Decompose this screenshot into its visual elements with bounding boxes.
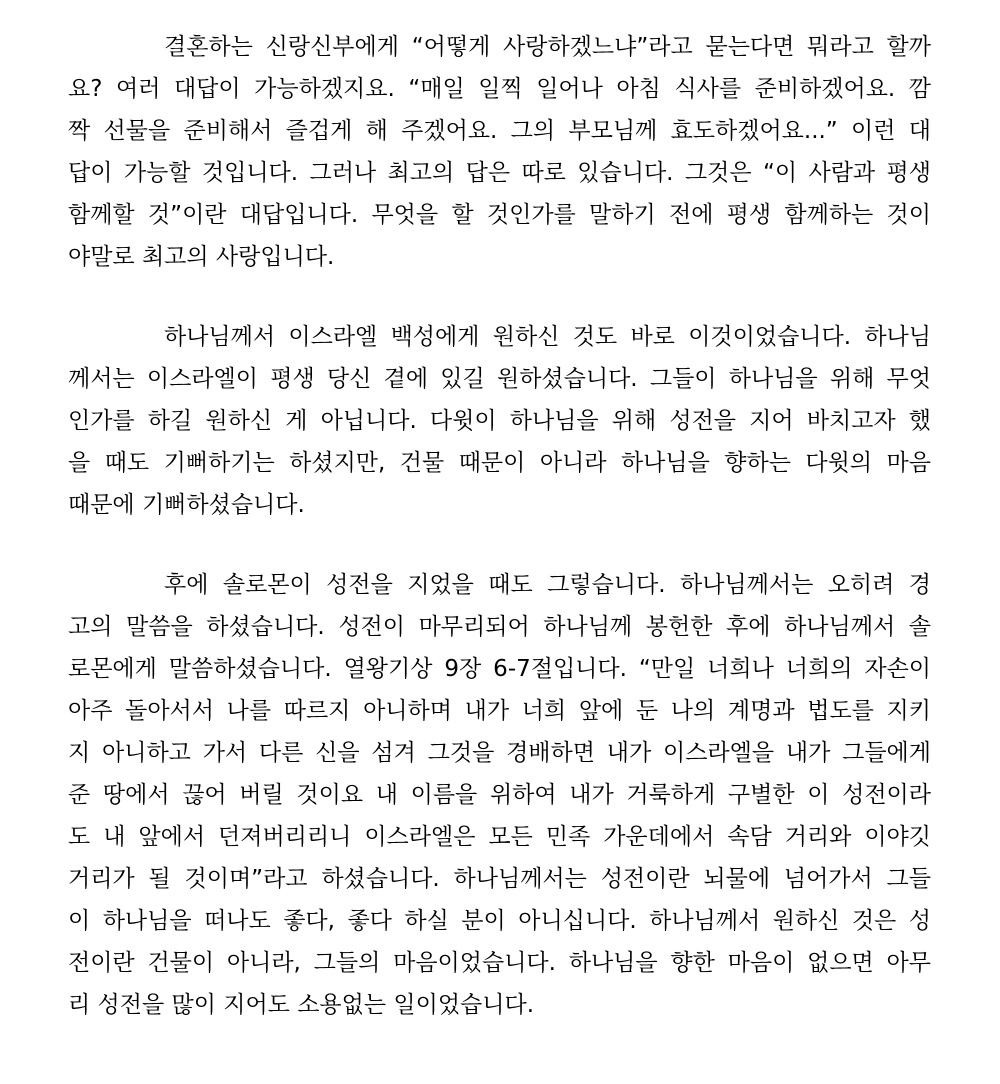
text-line: 지 아니하고 가서 다른 신을 섬겨 그것을 경배하면 내가 이스라엘을 내가 그들에게 <box>68 740 931 766</box>
text-line: 짝 선물을 준비해서 즐겁게 해 주겠어요. 그의 부모님께 효도하겠어요...” 이런 대 <box>68 118 931 144</box>
text-line: 전이란 건물이 아니라, 그들의 마음이었습니다. 하나님을 향한 마음이 없으면 아무 <box>68 950 931 976</box>
text-line: 이 하나님을 떠나도 좋다, 좋다 하실 분이 아니십니다. 하나님께서 원하신 것은 성 <box>68 908 931 934</box>
text-line: 답이 가능할 것입니다. 그러나 최고의 답은 따로 있습니다. 그것은 “이 사람과 평생 <box>68 160 931 186</box>
text-line: 고의 말씀을 하셨습니다. 성전이 마무리되어 하나님께 봉헌한 후에 하나님께서 솔 <box>68 614 931 640</box>
text-line: 을 때도 기뻐하기는 하셨지만, 건물 때문이 아니라 하나님을 향하는 다윗의 마음 <box>68 450 931 476</box>
text-line: 후에 솔로몬이 성전을 지었을 때도 그렇습니다. 하나님께서는 오히려 경 <box>164 572 931 598</box>
document-body <box>68 26 931 1064</box>
paragraph-2 <box>68 316 931 526</box>
text-line: 거리가 될 것이며”라고 하셨습니다. 하나님께서는 성전이란 뇌물에 넘어가서 그들 <box>68 866 931 892</box>
text-line: 때문에 기뻐하셨습니다. <box>68 492 305 518</box>
text-line: 인가를 하길 원하신 게 아닙니다. 다윗이 하나님을 위해 성전을 지어 바치고자 했 <box>68 408 931 434</box>
text-line: 리 성전을 많이 지어도 소용없는 일이었습니다. <box>68 992 535 1018</box>
text-line: 아주 돌아서서 나를 따르지 아니하며 내가 너희 앞에 둔 나의 계명과 법도를 지키 <box>68 698 931 724</box>
text-line: 도 내 앞에서 던져버리리니 이스라엘은 모든 민족 가운데에서 속담 거리와 이야깃 <box>68 824 931 850</box>
text-line: 야말로 최고의 사랑입니다. <box>68 244 335 270</box>
paragraph-1 <box>68 26 931 278</box>
paragraph-3 <box>68 564 931 1026</box>
text-line: 결혼하는 신랑신부에게 “어떻게 사랑하겠느냐”라고 묻는다면 뭐라고 할까 <box>164 34 931 60</box>
text-line: 께서는 이스라엘이 평생 당신 곁에 있길 원하셨습니다. 그들이 하나님을 위해 무엇 <box>68 366 931 392</box>
text-line: 요? 여러 대답이 가능하겠지요. “매일 일찍 일어나 아침 식사를 준비하겠어요. 깜 <box>68 76 931 102</box>
text-line: 함께할 것”이란 대답입니다. 무엇을 할 것인가를 말하기 전에 평생 함께하는 것이 <box>68 202 931 228</box>
text-line: 로몬에게 말씀하셨습니다. 열왕기상 9장 6-7절입니다. “만일 너희나 너희의 자손이 <box>68 656 931 682</box>
text-line: 준 땅에서 끊어 버릴 것이요 내 이름을 위하여 내가 거룩하게 구별한 이 성전이라 <box>68 782 931 808</box>
text-line: 하나님께서 이스라엘 백성에게 원하신 것도 바로 이것이었습니다. 하나님 <box>164 324 931 350</box>
